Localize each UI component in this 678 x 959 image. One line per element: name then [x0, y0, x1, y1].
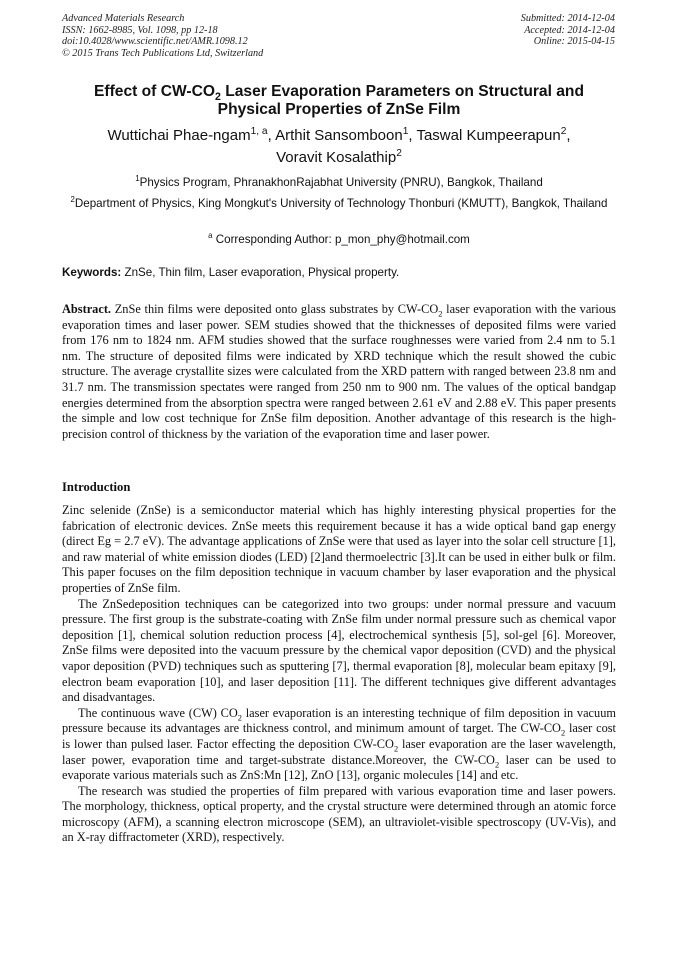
paragraph: The research was studied the properties of film prepared with various evaporation time and laser powers. The morphology, thickness, optical property, and the crystal structure were determined through an atomic force microscopy (AFM), a scanning electron microscope (SEM), an ultraviolet-visible spectroscopy (UV-Vis), and an X-ray diffractometer (XRD), respectively. [62, 783, 616, 845]
introduction-body [62, 503, 616, 846]
doi-line: doi:10.4028/www.scientific.net/AMR.1098.12 [62, 36, 248, 48]
affiliation-2: $^2$Department of Physics, King Mongkut's University of Technology Thonburi (KMUTT), Bangkok, Thailand [70, 195, 608, 210]
paper-title: Effect of $CW-CO_2$ Laser Evaporation Parameters on Structural and Physical Properties of ZnSe Film [94, 83, 584, 118]
corresponding-author: $^a$ Corresponding Author: p_mon_phy@hotmail.com [208, 231, 470, 246]
author-name: Arthit Sansomboon [275, 127, 403, 144]
keywords-text: ZnSe, Thin film, Laser evaporation, Physical property. [121, 266, 400, 279]
paragraph: Zinc selenide (ZnSe) is a semiconductor material which has highly interesting physical properties for the fabrication of electronic devices. ZnSe meets this requirement because it has a wide optical band gap energy (direct Eg = 2.7 eV). The advantage applications of ZnSe were that used as layer into the solar cell structure [1], and raw material of white emission diodes (LED) [2]and thermoelectric [3].It can be used in either bulk or film. This paper focuses on the film deposition technique in vacuum chamber by laser evaporation and the physical properties of ZnSe film. [62, 503, 616, 595]
section-heading-introduction: Introduction [62, 480, 131, 494]
keywords [62, 266, 618, 280]
paragraph: The ZnSedeposition techniques can be categorized into two groups: under normal pressure and vacuum pressure. The first group is the substrate-coating with ZnSe film under normal pressure such as chemical vapor deposition [1], chemical solution reduction process [4], electrochemical synthesis [5], sol-gel [6]. Moreover, ZnSe films were deposited into the vacuum pressure by the chemical vapor deposition (CVD) and the physical vapor deposition (PVD) techniques such as sputtering [7], thermal evaporation [8], molecular beam epitaxy [9], electron beam evaporation [10], and laser deposition [11]. The different techniques give different advantages and disadvantages. [62, 596, 616, 705]
paragraph: The continuous wave (CW) $CO_2$ laser evaporation is an interesting technique of film deposition in vacuum pressure because its advantages are thickness control, and minimum amount of target. The $CW-CO_2$ laser cost is lower than pulsed laser. Factor effecting the deposition $CW-CO_2$ laser evaporation are the laser wavelength, laser power, evaporation time and target-substrate distance.Moreover, the $CW-CO_2$ laser can be used to evaporate various materials such as ZnS:Mn [12], ZnO [13], organic molecules [14] and etc. [62, 705, 616, 783]
author-name: Taswal Kumpeerapun [416, 127, 561, 144]
author-name: Voravit Kosalathip [276, 149, 397, 166]
copyright-line: © 2015 Trans Tech Publications Ltd, Switzerland [62, 47, 264, 59]
submission-dates [521, 13, 615, 48]
keywords-label: Keywords: [62, 266, 122, 279]
journal-name: Advanced Materials Research [62, 13, 185, 24]
submitted-date: Submitted: 2014-12-04 [520, 13, 615, 24]
abstract-label: Abstract. [62, 302, 112, 316]
online-date: Online: 2015-04-15 [533, 36, 615, 48]
author-name: Wuttichai Phae-ngam [107, 127, 251, 144]
abstract: Abstract. ZnSe thin films were deposited onto glass substrates by $CW-CO_2$ laser evaporation with the various evaporation times and laser power. SEM studies showed that the thicknesses of deposited films were varied from 176 nm to 1824 nm. AFM studies showed that the surface roughnesses were varied from 2.4 nm to 5.1 nm. The structure of deposited films were indicated by XRD technique which the result showed the cubic structure. The average crystallite sizes were calculated from the XRD pattern with ranged between 23.8 nm and 31.7 nm. The transmission spectates were ranged from 250 nm to 900 nm. The values of the optical bandgap energies determined from the absorption spectra were ranged between 2.61 eV and 2.88 eV. This paper presents the simple and low cost technique for ZnSe film deposition. Another advantage of this research is the high-precision control of thickness by the variation of the evaporation time and laser power. [62, 302, 616, 441]
accepted-date: Accepted: 2014-12-04 [524, 24, 615, 36]
affiliation-1: $^1$Physics Program, PhranakhonRajabhat University (PNRU), Bangkok, Thailand [135, 174, 543, 189]
journal-info [62, 13, 263, 59]
author-list: Wuttichai Phae-ngam$^{1, a}$, Arthit Sansomboon$^1$, Taswal Kumpeerapun$^2$, Voravit Kosalathip$^2$ [107, 126, 571, 166]
issn-line: ISSN: 1662-8985, Vol. 1098, pp 12-18 [62, 24, 218, 36]
